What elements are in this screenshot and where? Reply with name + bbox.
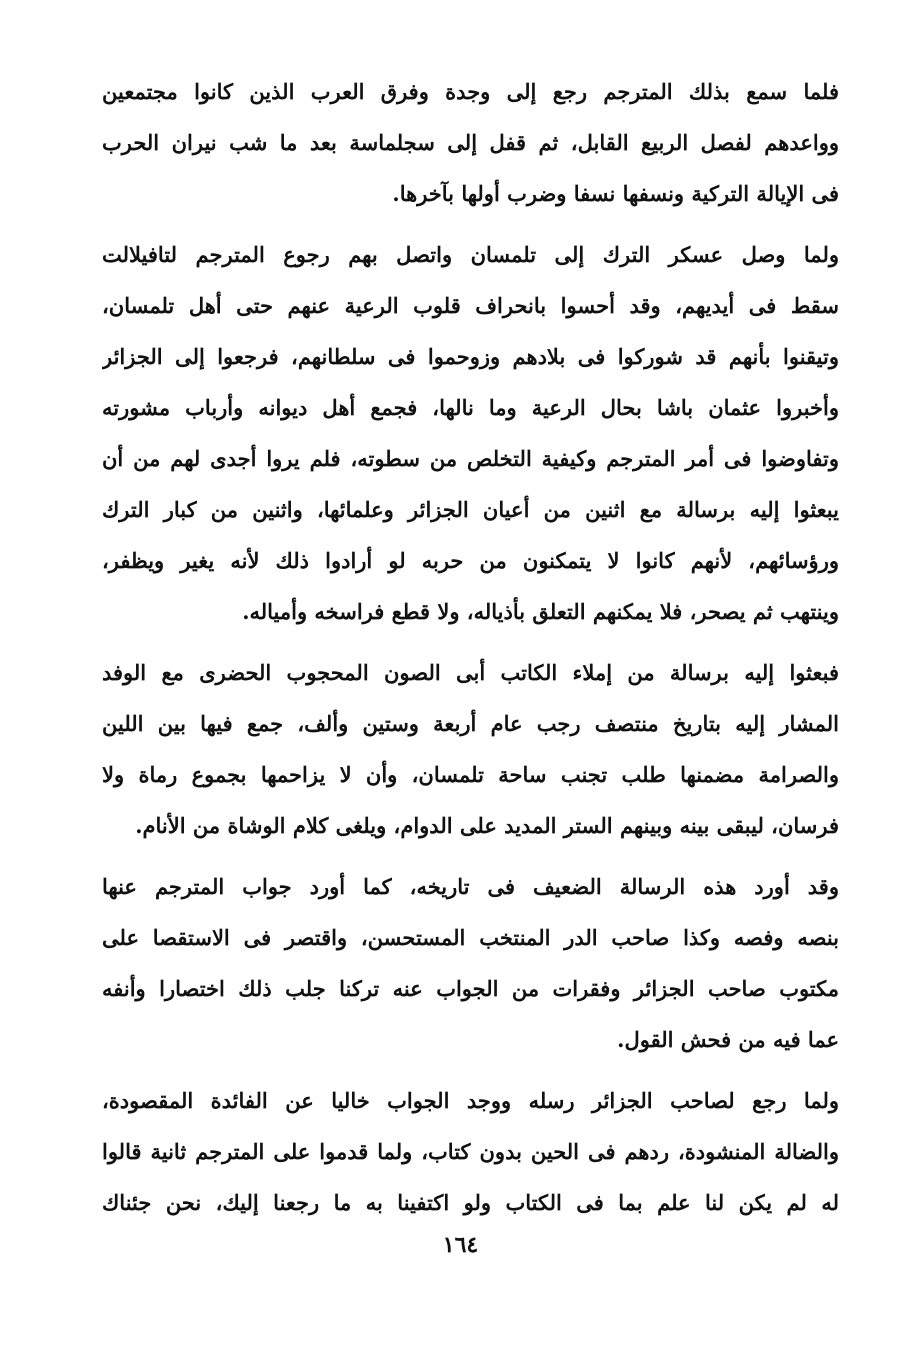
text-line: مكتوب صاحب الجزائر وفقرات من الجواب عنه تركنا جلب ذلك اختصارا وأنفه <box>102 976 839 1001</box>
text-line: بنصه وفصه وكذا صاحب الدر المنتخب المستحسن، واقتصر فى الاستقصا على <box>102 925 839 950</box>
text-line: ولما رجع لصاحب الجزائر رسله ووجد الجواب خاليا عن الفائدة المقصودة، <box>102 1088 839 1113</box>
text-line: وتيقنوا بأنهم قد شوركوا فى بلادهم وزوحموا فى سلطانهم، فرجعوا إلى الجزائر <box>102 344 839 369</box>
paragraph-1 <box>102 66 839 219</box>
paragraph-3 <box>102 647 839 851</box>
text-line: وينتهب ثم يصحر، فلا يمكنهم التعلق بأذياله، ولا قطع فراسخه وأمياله. <box>242 599 839 624</box>
text-line: عما فيه من فحش القول. <box>617 1027 839 1052</box>
text-line: وتفاوضوا فى أمر المترجم وكيفية التخلص من سطوته، فلم يروا أجدى لهم من أن <box>102 446 839 471</box>
text-line: يبعثوا إليه برسالة مع اثنين من أعيان الجزائر وعلمائها، واثنين من كبار الترك <box>102 497 839 522</box>
text-line: المشار إليه بتاريخ منتصف رجب عام أربعة وستين وألف، جمع فيها بين اللين <box>102 711 839 736</box>
text-line: له لم يكن لنا علم بما فى الكتاب ولو اكتفينا به ما رجعنا إليك، نحن جئناك <box>102 1190 839 1215</box>
document-page <box>102 66 839 1238</box>
text-line: فرسان، ليبقى بينه وبينهم الستر المديد على الدوام، ويلغى كلام الوشاة من الأنام. <box>135 813 839 838</box>
text-line: والصرامة مضمنها طلب تجنب ساحة تلمسان، وأن لا يزاحمها بجموع رماة ولا <box>102 762 839 787</box>
text-line: وأخبروا عثمان باشا بحال الرعية وما نالها، فجمع أهل ديوانه وأرباب مشورته <box>102 395 839 420</box>
text-line: فى الإيالة التركية ونسفها نسفا وضرب أولها بآخرها. <box>392 181 839 206</box>
text-line: سقط فى أيديهم، وقد أحسوا بانحراف قلوب الرعية عنهم حتى أهل تلمسان، <box>102 293 839 318</box>
text-line: والضالة المنشودة، ردهم فى الحين بدون كتاب، ولما قدموا على المترجم ثانية قالوا <box>102 1139 839 1164</box>
text-line: فبعثوا إليه برسالة من إملاء الكاتب أبى الصون المحجوب الحضرى مع الوفد <box>102 660 839 685</box>
text-line: وقد أورد هذه الرسالة الضعيف فى تاريخه، كما أورد جواب المترجم عنها <box>102 874 839 899</box>
text-line: ولما وصل عسكر الترك إلى تلمسان واتصل بهم رجوع المترجم لتافيلالت <box>102 242 839 267</box>
page-number: ١٦٤ <box>442 1232 479 1258</box>
text-line: فلما سمع بذلك المترجم رجع إلى وجدة وفرق العرب الذين كانوا مجتمعين <box>102 79 839 104</box>
text-line: ورؤسائهم، لأنهم كانوا لا يتمكنون من حربه لو أرادوا ذلك لأنه يغير ويظفر، <box>102 548 839 573</box>
paragraph-2 <box>102 229 839 637</box>
text-line: وواعدهم لفصل الربيع القابل، ثم قفل إلى سجلماسة بعد ما شب نيران الحرب <box>102 130 839 155</box>
paragraph-5 <box>102 1075 839 1228</box>
paragraph-4 <box>102 861 839 1065</box>
